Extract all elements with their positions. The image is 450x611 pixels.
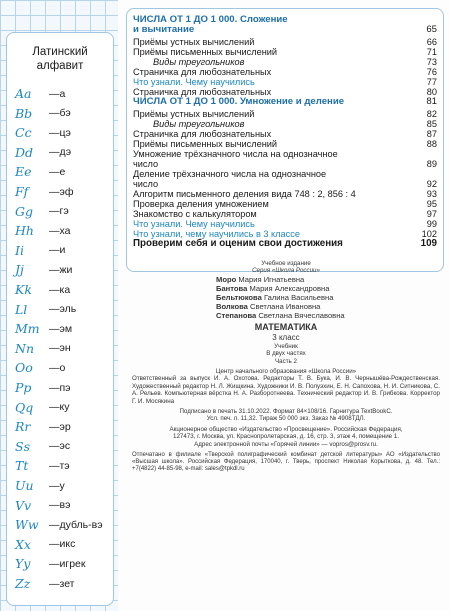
alphabet-letter-row bbox=[15, 242, 65, 259]
alphabet-letter-row bbox=[15, 144, 71, 161]
letter-name: вэ bbox=[59, 499, 71, 512]
publisher-line-1: Акционерное общество «Издательство «Просвещение». Российская Федерация, bbox=[169, 425, 403, 433]
letter-glyph: Ll bbox=[15, 301, 28, 317]
toc-item-text: Виды треугольников bbox=[153, 57, 245, 67]
toc-item-text: Приёмы письменных вычислений bbox=[133, 139, 278, 149]
authors-list bbox=[126, 275, 446, 320]
toc-item-text: Приёмы устных вычислений bbox=[133, 37, 255, 47]
letter-glyph: Ee bbox=[15, 164, 32, 180]
letter-glyph: Nn bbox=[15, 340, 34, 356]
letter-dash: — bbox=[49, 538, 60, 551]
part-label: Часть 2 bbox=[275, 357, 297, 365]
toc-item bbox=[133, 209, 437, 219]
author-name: Мария Александровна bbox=[249, 283, 330, 293]
toc-item-page: 87 bbox=[426, 129, 437, 139]
toc-item-page: 71 bbox=[426, 47, 437, 57]
letter-glyph: Qq bbox=[15, 399, 34, 415]
toc-item bbox=[133, 119, 437, 129]
letter-dash: — bbox=[49, 361, 60, 374]
toc-item-page: 80 bbox=[426, 87, 437, 97]
toc-item-text: Что узнали, чему научились в 3 классе bbox=[133, 229, 300, 239]
author-surname: Степанова bbox=[216, 310, 257, 320]
alphabet-title-line2: алфавит bbox=[36, 60, 84, 72]
grade-label: 3 класс bbox=[272, 332, 300, 342]
letter-dash: — bbox=[49, 577, 60, 590]
toc-item-page: 93 bbox=[426, 189, 437, 199]
letter-dash: — bbox=[49, 185, 60, 198]
letter-name: и bbox=[59, 244, 66, 257]
alphabet-letter-row bbox=[15, 575, 75, 592]
toc-item-text: Деление трёхзначного числа на однозначное bbox=[133, 169, 327, 179]
alphabet-letter-row bbox=[15, 301, 76, 318]
toc-item-page: 92 bbox=[426, 179, 437, 189]
alphabet-letter-row bbox=[15, 359, 65, 376]
letter-glyph: Cc bbox=[15, 125, 32, 141]
author-name: Мария Игнатьевна bbox=[238, 274, 305, 284]
letter-name: игрек bbox=[59, 557, 86, 570]
letter-glyph: Tt bbox=[15, 458, 29, 474]
letter-glyph: Mm bbox=[15, 321, 40, 337]
letter-glyph: Kk bbox=[15, 282, 32, 297]
letter-dash: — bbox=[49, 381, 60, 394]
toc-item-page: 109 bbox=[420, 238, 437, 249]
letter-glyph: Ss bbox=[15, 438, 30, 454]
printer-info: Отпечатано в филиале «Тверской полиграфический комбинат детской литературы» АО «Издательство «Высшая школа». Российская Федерация, 170040, г. Тверь, проспект Николая Корыткова, д. 48. Тел.: +7(4822) 44-85-98, e-mail: sales@tpkdl.ru bbox=[132, 452, 440, 473]
toc-item bbox=[133, 67, 437, 77]
letter-name: эль bbox=[59, 303, 77, 316]
publisher-line-2: 127473, г. Москва, ул. Краснопролетарская, д. 16, стр. 3, этаж 4, помещение 1. bbox=[173, 433, 399, 441]
toc-item-text: Приёмы письменных вычислений bbox=[133, 47, 278, 57]
book-type: Учебник bbox=[274, 342, 298, 350]
letter-name: эн bbox=[59, 342, 71, 355]
letter-glyph: Ww bbox=[15, 517, 39, 533]
toc-item-page: 95 bbox=[426, 199, 437, 209]
letter-dash: — bbox=[49, 420, 60, 433]
letter-dash: — bbox=[49, 557, 60, 570]
alphabet-letter-row bbox=[15, 536, 75, 553]
alphabet-letter-row bbox=[15, 203, 69, 220]
letter-name: гэ bbox=[59, 205, 69, 218]
alphabet-letter-row bbox=[15, 183, 74, 200]
toc-item-page: 82 bbox=[426, 109, 437, 119]
author-line bbox=[216, 275, 446, 284]
toc-item-page: 99 bbox=[426, 219, 437, 229]
letter-dash: — bbox=[49, 263, 60, 276]
letter-name: о bbox=[59, 361, 66, 374]
alphabet-letter-row bbox=[15, 281, 70, 298]
author-surname: Моро bbox=[216, 274, 237, 284]
print-info-2: Усл. печ. л. 11,32. Тираж 50 000 экз. Заказ № 4908ТДЛ. bbox=[206, 415, 366, 423]
letter-glyph: Dd bbox=[15, 144, 34, 160]
toc-item-text: Проверка деления умножением bbox=[133, 199, 269, 209]
toc-item bbox=[133, 189, 437, 199]
letter-glyph: Gg bbox=[15, 203, 33, 219]
section1-title bbox=[133, 15, 437, 35]
author-name: Галина Васильевна bbox=[263, 292, 334, 302]
edition-label: Учебное издание bbox=[261, 260, 311, 267]
section1-title-line2: и вычитание bbox=[133, 24, 195, 35]
parts-label: В двух частях bbox=[266, 350, 306, 358]
alphabet-letter-row bbox=[15, 261, 72, 278]
letter-dash: — bbox=[49, 107, 60, 120]
toc-item-text: Что узнали. Чему научились bbox=[133, 77, 255, 87]
toc-item-text: Проверим себя и оценим свои достижения bbox=[133, 238, 343, 249]
toc-item-text: Знакомство с калькулятором bbox=[133, 209, 257, 219]
letter-name: эр bbox=[59, 420, 71, 433]
alphabet-letter-row bbox=[15, 477, 65, 494]
toc-item bbox=[133, 239, 437, 249]
letter-dash: — bbox=[49, 146, 60, 159]
subject-title: МАТЕМАТИКА bbox=[254, 321, 318, 332]
alphabet-letter-row bbox=[15, 163, 65, 180]
toc-item-page: 88 bbox=[426, 139, 437, 149]
series-label: Серия «Школа России» bbox=[252, 267, 320, 275]
toc-item bbox=[133, 219, 437, 229]
section2-title-text: ЧИСЛА ОТ 1 ДО 1 000. Умножение и деление bbox=[133, 96, 345, 107]
imprint-block bbox=[126, 260, 446, 473]
alphabet-letter-row bbox=[15, 379, 71, 396]
toc-item-page: 77 bbox=[426, 77, 437, 87]
letter-dash: — bbox=[49, 126, 60, 139]
section1-page: 65 bbox=[426, 24, 437, 35]
letter-dash: — bbox=[49, 224, 60, 237]
alphabet-letter-row bbox=[15, 457, 70, 474]
toc-item bbox=[133, 129, 437, 139]
letter-dash: — bbox=[49, 205, 60, 218]
author-surname: Бельтюкова bbox=[216, 292, 262, 302]
letter-dash: — bbox=[49, 303, 60, 316]
toc-item-page: 97 bbox=[426, 209, 437, 219]
letter-name: а bbox=[59, 87, 66, 100]
alphabet-title bbox=[7, 45, 113, 73]
letter-dash: — bbox=[49, 479, 60, 492]
letter-name: цэ bbox=[59, 126, 71, 139]
toc-item-text: Алгоритм письменного деления вида 748 : 2, bbox=[133, 189, 326, 199]
author-name: Светлана Ивановна bbox=[250, 301, 321, 311]
alphabet-letter-row bbox=[15, 222, 70, 239]
toc-item-text: Умножение трёхзначного числа на однозначное bbox=[133, 149, 338, 159]
alphabet-letter-row bbox=[15, 497, 70, 514]
letter-name: дубль-вэ bbox=[59, 518, 103, 531]
letter-glyph: Oo bbox=[15, 360, 33, 376]
letter-dash: — bbox=[49, 401, 60, 414]
alphabet-letter-row bbox=[15, 124, 71, 141]
letter-glyph: Ff bbox=[15, 184, 29, 199]
toc-item-text: Виды треугольников bbox=[153, 119, 245, 129]
letter-glyph: Aa bbox=[15, 86, 32, 101]
center-label: Центр начального образования «Школа России» bbox=[215, 368, 357, 376]
letter-name: икс bbox=[59, 538, 76, 551]
toc-item bbox=[133, 47, 437, 57]
letter-name: эф bbox=[59, 185, 74, 198]
toc-item-text-cont: число bbox=[133, 159, 159, 169]
letter-dash: — bbox=[49, 459, 60, 472]
toc-item-page: 73 bbox=[426, 57, 437, 67]
author-line bbox=[216, 284, 446, 293]
letter-glyph: Yy bbox=[15, 556, 31, 572]
toc-item bbox=[133, 109, 437, 119]
toc-item bbox=[133, 57, 437, 67]
letter-glyph: Jj bbox=[15, 262, 24, 278]
alphabet-letter-row bbox=[15, 320, 72, 337]
alphabet-letter-row bbox=[15, 340, 71, 357]
alphabet-letter-row bbox=[15, 516, 103, 533]
letter-name: эс bbox=[59, 440, 71, 453]
author-line bbox=[216, 293, 446, 302]
toc-item-page: 66 bbox=[426, 37, 437, 47]
credits-text: Ответственный за выпуск И. А. Охотова. Редакторы Т. В. Бука, И. В. Чернышёва-Рождественская. Художественный редактор Н. Л. Жищкина. Художники И. В. Полуэхин, Е. Н. Сапохова, Н. И. Ситникова, С. А. Рельев. Компьютерная вёрстка Н. А. Разборотнеева. Технический редактор И. В. Грибкова. Корректор Г. И. Мосякина bbox=[132, 375, 440, 405]
letter-name: эм bbox=[59, 322, 73, 335]
letter-dash: — bbox=[49, 518, 60, 531]
letter-dash: — bbox=[49, 283, 60, 296]
toc-item-text: Страничка для любознательных bbox=[133, 87, 272, 97]
toc-item-page: 89 bbox=[426, 159, 437, 169]
alphabet-letter-row bbox=[15, 85, 65, 102]
letter-glyph: Vv bbox=[15, 497, 32, 513]
toc-item bbox=[133, 37, 437, 47]
contents-panel bbox=[126, 0, 446, 611]
section2-page: 81 bbox=[426, 96, 437, 107]
author-surname: Бантова bbox=[216, 283, 248, 293]
letter-name: жи bbox=[59, 263, 73, 276]
section2-title bbox=[133, 97, 437, 107]
letter-name: у bbox=[59, 479, 65, 492]
toc-item bbox=[133, 139, 437, 149]
letter-name: бэ bbox=[59, 107, 71, 120]
letter-dash: — bbox=[49, 499, 60, 512]
toc-item-page: 102 bbox=[421, 229, 437, 239]
letter-glyph: Pp bbox=[15, 380, 32, 395]
alphabet-box bbox=[6, 32, 114, 606]
toc-item-text: Страничка для любознательных bbox=[133, 67, 272, 77]
letter-dash: — bbox=[49, 342, 60, 355]
print-info-1: Подписано в печать 31.10.2022. Формат 84×108/16. Гарнитура TextBookC. bbox=[179, 408, 393, 416]
toc-item-page: 85 bbox=[426, 119, 437, 129]
letter-dash: — bbox=[49, 244, 60, 257]
letter-name: зет bbox=[59, 577, 75, 590]
toc-item bbox=[133, 149, 437, 169]
letter-name: е bbox=[59, 165, 66, 178]
letter-dash: — bbox=[49, 165, 60, 178]
alphabet-letter-row bbox=[15, 399, 69, 416]
letter-glyph: Zz bbox=[15, 576, 31, 591]
toc-item-text-cont: 856 : 4 bbox=[327, 189, 356, 199]
toc-item-page: 76 bbox=[426, 67, 437, 77]
hotline-email: Адрес электронной почты «Горячей линии» — vopros@prosv.ru. bbox=[194, 440, 378, 448]
toc-item-text-cont: число bbox=[133, 179, 159, 189]
letter-glyph: Ii bbox=[15, 242, 24, 258]
author-line bbox=[216, 311, 446, 320]
latin-alphabet-panel bbox=[0, 0, 118, 611]
letter-name: ка bbox=[59, 283, 71, 296]
toc-item bbox=[133, 199, 437, 209]
alphabet-letter-row bbox=[15, 418, 71, 435]
letter-glyph: Bb bbox=[15, 105, 33, 121]
alphabet-letter-row bbox=[15, 438, 70, 455]
table-of-contents bbox=[126, 8, 444, 275]
toc-item bbox=[133, 169, 437, 189]
letter-dash: — bbox=[49, 322, 60, 335]
alphabet-title-line1: Латинский bbox=[32, 46, 88, 58]
author-name: Светлана Вячеславовна bbox=[258, 310, 345, 320]
letter-name: дэ bbox=[59, 146, 72, 159]
toc-item-text: Приёмы устных вычислений bbox=[133, 109, 255, 119]
alphabet-letter-row bbox=[15, 555, 85, 572]
letter-glyph: Rr bbox=[15, 419, 31, 435]
letter-dash: — bbox=[49, 87, 60, 100]
letter-name: тэ bbox=[59, 459, 70, 472]
letter-name: пэ bbox=[59, 381, 71, 394]
letter-glyph: Uu bbox=[15, 478, 34, 493]
author-surname: Волкова bbox=[216, 301, 248, 311]
toc-item-text: Страничка для любознательных bbox=[133, 129, 272, 139]
author-line bbox=[216, 302, 446, 311]
toc-item bbox=[133, 77, 437, 87]
letter-glyph: Xx bbox=[15, 536, 31, 552]
letter-dash: — bbox=[49, 440, 60, 453]
letter-name: ха bbox=[59, 224, 71, 237]
section1-title-line1: ЧИСЛА ОТ 1 ДО 1 000. Сложение bbox=[133, 14, 288, 25]
letter-glyph: Hh bbox=[15, 223, 34, 239]
toc-item-text: Что узнали. Чему научились bbox=[133, 219, 255, 229]
alphabet-letter-row bbox=[15, 105, 71, 122]
letter-name: ку bbox=[59, 401, 70, 414]
